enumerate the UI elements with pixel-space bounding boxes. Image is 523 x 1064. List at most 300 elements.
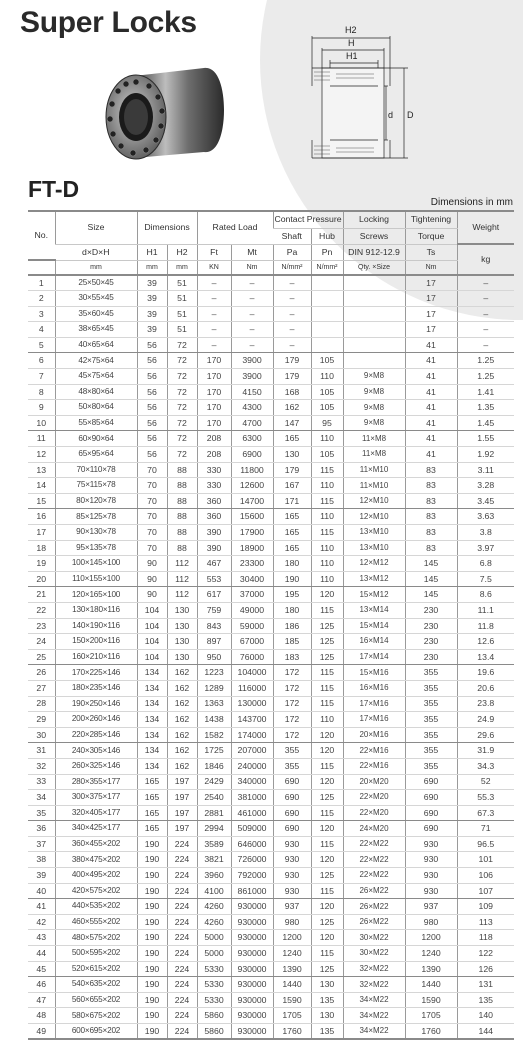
cell-size: 120×165×100 bbox=[55, 587, 137, 603]
cell-no: 21 bbox=[28, 587, 55, 603]
cell-no: 26 bbox=[28, 665, 55, 681]
cell-ts: 83 bbox=[405, 478, 457, 494]
cell-h1: 90 bbox=[137, 571, 167, 587]
cell-pa: 172 bbox=[273, 665, 311, 681]
cell-weight: 131 bbox=[457, 977, 514, 993]
cell-pn: 130 bbox=[311, 1008, 343, 1024]
cell-size: 400×495×202 bbox=[55, 868, 137, 884]
cell-ft: 759 bbox=[197, 602, 231, 618]
cell-pn: 110 bbox=[311, 478, 343, 494]
cell-ts: 41 bbox=[405, 353, 457, 369]
label-h2: H2 bbox=[345, 25, 357, 35]
cell-pa: 186 bbox=[273, 618, 311, 634]
cell-h1: 90 bbox=[137, 587, 167, 603]
cell-screws: 22×M22 bbox=[343, 852, 405, 868]
cell-pa: 690 bbox=[273, 805, 311, 821]
cell-ts: 83 bbox=[405, 493, 457, 509]
cell-pa: 690 bbox=[273, 790, 311, 806]
cell-h2: 197 bbox=[167, 790, 197, 806]
cell-no: 49 bbox=[28, 1024, 55, 1040]
cell-h1: 190 bbox=[137, 930, 167, 946]
cell-ft: 1725 bbox=[197, 743, 231, 759]
cell-pn: 120 bbox=[311, 852, 343, 868]
cell-h2: 162 bbox=[167, 727, 197, 743]
cell-screws bbox=[343, 275, 405, 291]
cell-mt: 17900 bbox=[231, 525, 273, 541]
cell-ft: – bbox=[197, 306, 231, 322]
table-row bbox=[28, 525, 514, 541]
cell-h2: 88 bbox=[167, 462, 197, 478]
cell-screws: 9×M8 bbox=[343, 415, 405, 431]
cell-pa: 1590 bbox=[273, 992, 311, 1008]
cell-h1: 134 bbox=[137, 680, 167, 696]
cell-no: 1 bbox=[28, 275, 55, 291]
table-row bbox=[28, 571, 514, 587]
cell-ts: 41 bbox=[405, 447, 457, 463]
cell-pa: 130 bbox=[273, 447, 311, 463]
cell-size: 540×635×202 bbox=[55, 977, 137, 993]
cell-pn: 105 bbox=[311, 400, 343, 416]
cell-pa: 930 bbox=[273, 868, 311, 884]
cell-no: 15 bbox=[28, 493, 55, 509]
cell-screws bbox=[343, 306, 405, 322]
cell-pn: 110 bbox=[311, 556, 343, 572]
cell-size: 260×325×146 bbox=[55, 758, 137, 774]
table-row bbox=[28, 618, 514, 634]
cell-weight: 6.8 bbox=[457, 556, 514, 572]
cell-no: 35 bbox=[28, 805, 55, 821]
table-row bbox=[28, 961, 514, 977]
cell-pa: – bbox=[273, 291, 311, 307]
cell-ft: 360 bbox=[197, 493, 231, 509]
cell-mt: 3900 bbox=[231, 353, 273, 369]
cell-weight: 1.92 bbox=[457, 447, 514, 463]
cell-pn: 110 bbox=[311, 509, 343, 525]
table-row bbox=[28, 306, 514, 322]
cell-screws: 16×M14 bbox=[343, 634, 405, 650]
cell-mt: 4700 bbox=[231, 415, 273, 431]
cell-weight: 11.1 bbox=[457, 602, 514, 618]
model-heading: FT-D bbox=[28, 176, 80, 202]
cell-weight: – bbox=[457, 322, 514, 338]
cell-pa: 930 bbox=[273, 852, 311, 868]
cell-no: 23 bbox=[28, 618, 55, 634]
header-size: Size bbox=[55, 211, 137, 244]
cell-ts: 145 bbox=[405, 587, 457, 603]
cell-ft: 2994 bbox=[197, 821, 231, 837]
table-row bbox=[28, 727, 514, 743]
cell-screws: 9×M8 bbox=[343, 384, 405, 400]
header-screws: Screws bbox=[343, 228, 405, 244]
cell-mt: 930000 bbox=[231, 977, 273, 993]
cell-no: 41 bbox=[28, 899, 55, 915]
cell-h2: 224 bbox=[167, 914, 197, 930]
cell-no: 12 bbox=[28, 447, 55, 463]
cell-pn: 115 bbox=[311, 805, 343, 821]
cell-screws: 22×M20 bbox=[343, 805, 405, 821]
cell-weight: 3.63 bbox=[457, 509, 514, 525]
cell-mt: 930000 bbox=[231, 946, 273, 962]
cell-screws: 13×M14 bbox=[343, 602, 405, 618]
cell-h2: 130 bbox=[167, 649, 197, 665]
cell-h1: 70 bbox=[137, 462, 167, 478]
cell-screws: 20×M16 bbox=[343, 727, 405, 743]
cell-screws: 13×M12 bbox=[343, 571, 405, 587]
unit-mt: Nm bbox=[231, 260, 273, 275]
cell-size: 80×120×78 bbox=[55, 493, 137, 509]
page-title: Super Locks bbox=[20, 6, 197, 39]
cell-h1: 134 bbox=[137, 727, 167, 743]
table-row bbox=[28, 649, 514, 665]
cell-screws: 17×M14 bbox=[343, 649, 405, 665]
table-row bbox=[28, 556, 514, 572]
cell-ts: 355 bbox=[405, 743, 457, 759]
cell-ts: 1200 bbox=[405, 930, 457, 946]
cell-mt: 3900 bbox=[231, 369, 273, 385]
cell-no: 18 bbox=[28, 540, 55, 556]
cell-weight: 140 bbox=[457, 1008, 514, 1024]
cell-h1: 165 bbox=[137, 790, 167, 806]
cell-weight: – bbox=[457, 337, 514, 353]
table-row bbox=[28, 930, 514, 946]
cell-mt: 4300 bbox=[231, 400, 273, 416]
cell-size: 110×155×100 bbox=[55, 571, 137, 587]
cell-pn: 120 bbox=[311, 821, 343, 837]
cell-ts: 937 bbox=[405, 899, 457, 915]
cell-mt: – bbox=[231, 306, 273, 322]
locking-assembly-image bbox=[96, 58, 226, 168]
cell-screws bbox=[343, 353, 405, 369]
cell-pa: 195 bbox=[273, 587, 311, 603]
cell-screws: 11×M8 bbox=[343, 447, 405, 463]
cell-h1: 165 bbox=[137, 774, 167, 790]
cell-pa: 180 bbox=[273, 602, 311, 618]
cell-pa: – bbox=[273, 322, 311, 338]
cell-ft: 5860 bbox=[197, 1008, 231, 1024]
cell-mt: 130000 bbox=[231, 696, 273, 712]
cell-size: 300×375×177 bbox=[55, 790, 137, 806]
cell-ft: 5000 bbox=[197, 946, 231, 962]
cell-h1: 104 bbox=[137, 649, 167, 665]
cell-pn bbox=[311, 337, 343, 353]
cell-ft: 170 bbox=[197, 384, 231, 400]
cell-pn: 115 bbox=[311, 836, 343, 852]
cell-mt: 76000 bbox=[231, 649, 273, 665]
table-body bbox=[28, 275, 514, 1039]
cell-weight: 3.45 bbox=[457, 493, 514, 509]
cell-weight: 109 bbox=[457, 899, 514, 915]
cell-pn: 110 bbox=[311, 369, 343, 385]
cell-pn: 135 bbox=[311, 992, 343, 1008]
cell-pa: 171 bbox=[273, 493, 311, 509]
cell-size: 160×210×116 bbox=[55, 649, 137, 665]
cell-size: 35×60×45 bbox=[55, 306, 137, 322]
cell-screws: 13×M10 bbox=[343, 525, 405, 541]
cell-no: 30 bbox=[28, 727, 55, 743]
cell-h2: 224 bbox=[167, 836, 197, 852]
cell-mt: 104000 bbox=[231, 665, 273, 681]
cell-ft: 1582 bbox=[197, 727, 231, 743]
cell-size: 75×115×78 bbox=[55, 478, 137, 494]
cell-h1: 134 bbox=[137, 712, 167, 728]
cell-pa: 355 bbox=[273, 758, 311, 774]
table-row bbox=[28, 696, 514, 712]
cell-pa: 930 bbox=[273, 836, 311, 852]
cell-mt: 930000 bbox=[231, 930, 273, 946]
cell-size: 40×65×64 bbox=[55, 337, 137, 353]
cell-h1: 39 bbox=[137, 275, 167, 291]
cell-no: 33 bbox=[28, 774, 55, 790]
cell-h2: 51 bbox=[167, 306, 197, 322]
cell-mt: – bbox=[231, 337, 273, 353]
table-row bbox=[28, 478, 514, 494]
cell-h1: 190 bbox=[137, 914, 167, 930]
cell-h1: 39 bbox=[137, 306, 167, 322]
table-row bbox=[28, 868, 514, 884]
header-torque: Torque bbox=[405, 228, 457, 244]
table-row bbox=[28, 275, 514, 291]
cell-ts: 1760 bbox=[405, 1024, 457, 1040]
table-row bbox=[28, 369, 514, 385]
cell-screws: 17×M16 bbox=[343, 696, 405, 712]
cell-screws: 12×M12 bbox=[343, 556, 405, 572]
cell-weight: 23.8 bbox=[457, 696, 514, 712]
table-row bbox=[28, 665, 514, 681]
cell-no: 20 bbox=[28, 571, 55, 587]
cell-pa: 190 bbox=[273, 571, 311, 587]
cell-pa: 165 bbox=[273, 509, 311, 525]
cell-ts: 930 bbox=[405, 836, 457, 852]
table-row bbox=[28, 914, 514, 930]
cell-h2: 130 bbox=[167, 618, 197, 634]
cell-size: 85×125×78 bbox=[55, 509, 137, 525]
cell-pn: 120 bbox=[311, 930, 343, 946]
cell-ft: 170 bbox=[197, 353, 231, 369]
cell-mt: 18900 bbox=[231, 540, 273, 556]
cell-ts: 355 bbox=[405, 758, 457, 774]
cell-h1: 90 bbox=[137, 556, 167, 572]
cell-screws: 34×M22 bbox=[343, 1008, 405, 1024]
cell-no: 37 bbox=[28, 836, 55, 852]
cell-h2: 224 bbox=[167, 1024, 197, 1040]
cell-screws: 13×M10 bbox=[343, 540, 405, 556]
cell-ts: 17 bbox=[405, 322, 457, 338]
cell-pa: 355 bbox=[273, 743, 311, 759]
cell-screws: 15×M12 bbox=[343, 587, 405, 603]
cell-h1: 190 bbox=[137, 1008, 167, 1024]
cell-pa: 1705 bbox=[273, 1008, 311, 1024]
cell-ts: 230 bbox=[405, 602, 457, 618]
cell-ts: 145 bbox=[405, 556, 457, 572]
cell-h1: 39 bbox=[137, 291, 167, 307]
specifications-table bbox=[28, 210, 514, 1040]
table-row bbox=[28, 680, 514, 696]
cell-ft: 330 bbox=[197, 478, 231, 494]
cell-screws: 20×M20 bbox=[343, 774, 405, 790]
table-row bbox=[28, 946, 514, 962]
cell-size: 30×55×45 bbox=[55, 291, 137, 307]
cell-no: 36 bbox=[28, 821, 55, 837]
cell-mt: 4150 bbox=[231, 384, 273, 400]
cell-no: 25 bbox=[28, 649, 55, 665]
cell-ft: 170 bbox=[197, 369, 231, 385]
cell-weight: 34.3 bbox=[457, 758, 514, 774]
cell-weight: 144 bbox=[457, 1024, 514, 1040]
cell-h2: 224 bbox=[167, 883, 197, 899]
cell-screws: 12×M10 bbox=[343, 493, 405, 509]
cell-pn: 125 bbox=[311, 914, 343, 930]
cell-pn: 125 bbox=[311, 790, 343, 806]
header-rated-load: Rated Load bbox=[197, 211, 273, 244]
header-contact-pressure: Contact Pressure bbox=[273, 211, 343, 228]
cell-weight: 118 bbox=[457, 930, 514, 946]
cell-weight: 11.8 bbox=[457, 618, 514, 634]
header-no: No. bbox=[28, 211, 55, 260]
cell-no: 44 bbox=[28, 946, 55, 962]
cell-no: 3 bbox=[28, 306, 55, 322]
table-row bbox=[28, 415, 514, 431]
cell-h1: 56 bbox=[137, 353, 167, 369]
cell-h1: 134 bbox=[137, 665, 167, 681]
table-row bbox=[28, 899, 514, 915]
cell-size: 140×190×116 bbox=[55, 618, 137, 634]
cell-pn: 120 bbox=[311, 899, 343, 915]
table-row bbox=[28, 337, 514, 353]
cell-size: 240×305×146 bbox=[55, 743, 137, 759]
cell-no: 47 bbox=[28, 992, 55, 1008]
cell-ft: 360 bbox=[197, 509, 231, 525]
cell-weight: 3.28 bbox=[457, 478, 514, 494]
cell-pn bbox=[311, 322, 343, 338]
cell-ft: 5330 bbox=[197, 961, 231, 977]
cell-pn: 120 bbox=[311, 587, 343, 603]
cell-h2: 112 bbox=[167, 571, 197, 587]
cell-ts: 17 bbox=[405, 275, 457, 291]
cell-ft: – bbox=[197, 337, 231, 353]
cell-pa: 172 bbox=[273, 696, 311, 712]
cell-screws: 24×M20 bbox=[343, 821, 405, 837]
cell-h2: 88 bbox=[167, 525, 197, 541]
cell-h2: 224 bbox=[167, 930, 197, 946]
cell-no: 17 bbox=[28, 525, 55, 541]
cell-h2: 162 bbox=[167, 696, 197, 712]
cell-weight: 7.5 bbox=[457, 571, 514, 587]
cell-mt: 15600 bbox=[231, 509, 273, 525]
cell-size: 280×355×177 bbox=[55, 774, 137, 790]
cell-pa: 1440 bbox=[273, 977, 311, 993]
cell-screws: 11×M10 bbox=[343, 478, 405, 494]
cell-pn: 125 bbox=[311, 618, 343, 634]
table-row bbox=[28, 712, 514, 728]
cell-pn: 115 bbox=[311, 525, 343, 541]
cell-screws: 15×M16 bbox=[343, 665, 405, 681]
cell-h1: 70 bbox=[137, 478, 167, 494]
table-row bbox=[28, 493, 514, 509]
unit-size: mm bbox=[55, 260, 137, 275]
table-row bbox=[28, 852, 514, 868]
cell-pa: 172 bbox=[273, 727, 311, 743]
cell-ts: 41 bbox=[405, 337, 457, 353]
table-row bbox=[28, 774, 514, 790]
cell-ts: 83 bbox=[405, 525, 457, 541]
cell-ts: 1390 bbox=[405, 961, 457, 977]
cell-ft: 2429 bbox=[197, 774, 231, 790]
header-shaft: Shaft bbox=[273, 228, 311, 244]
cell-mt: – bbox=[231, 291, 273, 307]
cell-screws: 26×M22 bbox=[343, 899, 405, 915]
cell-no: 13 bbox=[28, 462, 55, 478]
cell-h1: 56 bbox=[137, 447, 167, 463]
cell-ts: 41 bbox=[405, 384, 457, 400]
cell-screws: 11×M8 bbox=[343, 431, 405, 447]
cell-pn: 105 bbox=[311, 353, 343, 369]
cell-mt: 174000 bbox=[231, 727, 273, 743]
cell-screws: 26×M22 bbox=[343, 914, 405, 930]
cell-pa: 980 bbox=[273, 914, 311, 930]
cell-ts: 930 bbox=[405, 868, 457, 884]
cell-screws: 16×M16 bbox=[343, 680, 405, 696]
cell-weight: 106 bbox=[457, 868, 514, 884]
cell-no: 38 bbox=[28, 852, 55, 868]
cell-ft: 1363 bbox=[197, 696, 231, 712]
unit-no-spacer bbox=[28, 260, 55, 275]
cell-h2: 72 bbox=[167, 384, 197, 400]
cell-h1: 165 bbox=[137, 821, 167, 837]
cell-pa: 1390 bbox=[273, 961, 311, 977]
cell-ft: 170 bbox=[197, 415, 231, 431]
cell-h2: 224 bbox=[167, 899, 197, 915]
cell-h2: 72 bbox=[167, 337, 197, 353]
cell-no: 34 bbox=[28, 790, 55, 806]
cell-pa: 179 bbox=[273, 369, 311, 385]
cell-weight: – bbox=[457, 306, 514, 322]
cell-ft: 390 bbox=[197, 525, 231, 541]
table-row bbox=[28, 836, 514, 852]
cell-h1: 56 bbox=[137, 384, 167, 400]
cell-pn: 110 bbox=[311, 712, 343, 728]
cell-no: 11 bbox=[28, 431, 55, 447]
cell-no: 10 bbox=[28, 415, 55, 431]
cell-pn: 115 bbox=[311, 462, 343, 478]
cell-ft: 208 bbox=[197, 431, 231, 447]
cell-no: 46 bbox=[28, 977, 55, 993]
table-row bbox=[28, 1024, 514, 1040]
cell-pn: 115 bbox=[311, 680, 343, 696]
cell-ts: 83 bbox=[405, 462, 457, 478]
table-row bbox=[28, 447, 514, 463]
cell-pa: 1760 bbox=[273, 1024, 311, 1040]
table-row bbox=[28, 790, 514, 806]
cell-ts: 690 bbox=[405, 774, 457, 790]
cell-pn: 115 bbox=[311, 665, 343, 681]
cell-screws: 32×M22 bbox=[343, 977, 405, 993]
cell-size: 560×655×202 bbox=[55, 992, 137, 1008]
cell-ts: 690 bbox=[405, 790, 457, 806]
cell-h2: 197 bbox=[167, 805, 197, 821]
symbol-pn: Pn bbox=[311, 244, 343, 260]
table-row bbox=[28, 384, 514, 400]
cell-size: 380×475×202 bbox=[55, 852, 137, 868]
cell-no: 28 bbox=[28, 696, 55, 712]
cell-mt: 30400 bbox=[231, 571, 273, 587]
cell-pn bbox=[311, 306, 343, 322]
table-row bbox=[28, 821, 514, 837]
cell-weight: 71 bbox=[457, 821, 514, 837]
cell-ft: 4260 bbox=[197, 914, 231, 930]
cell-h2: 224 bbox=[167, 1008, 197, 1024]
cell-weight: 113 bbox=[457, 914, 514, 930]
cell-size: 95×135×78 bbox=[55, 540, 137, 556]
